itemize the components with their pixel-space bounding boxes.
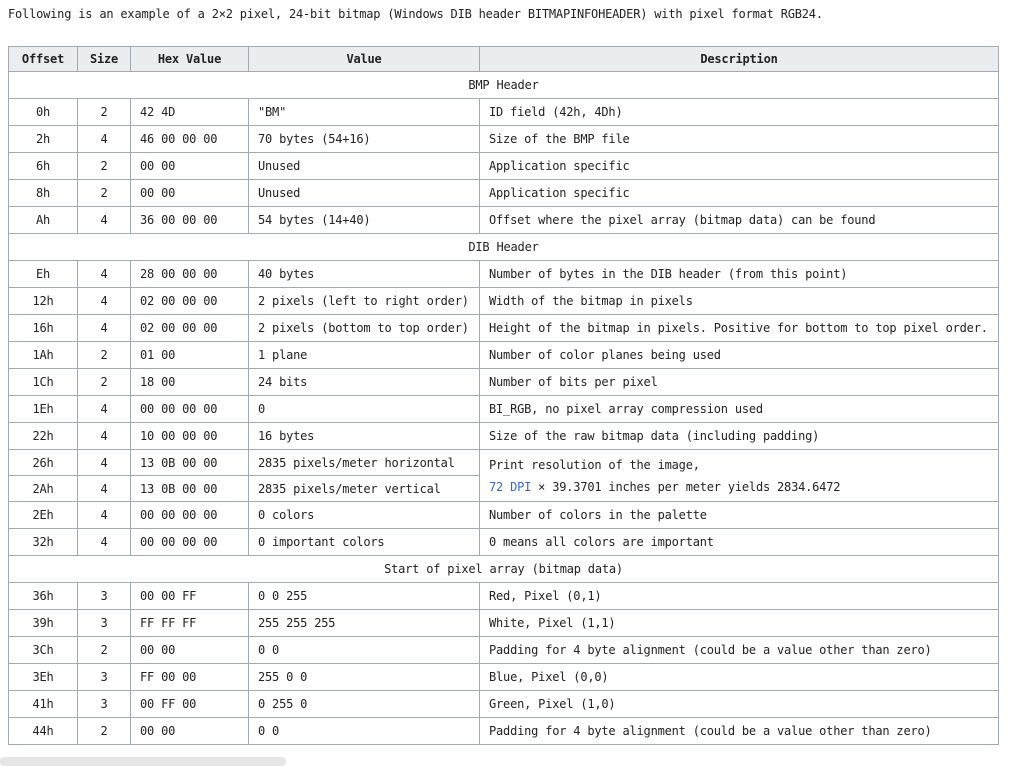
col-header-description[interactable]: Description xyxy=(480,47,999,72)
table-header-row xyxy=(9,47,999,72)
offset-cell: 3Eh xyxy=(9,664,78,691)
size-cell: 2 xyxy=(78,342,131,369)
size-cell: 4 xyxy=(78,502,131,529)
offset-cell: 39h xyxy=(9,610,78,637)
offset-cell: 2h xyxy=(9,126,78,153)
offset-cell: 2Eh xyxy=(9,502,78,529)
description-cell: Size of the BMP file xyxy=(480,126,999,153)
description-cell: Number of bytes in the DIB header (from this point) xyxy=(480,261,999,288)
bitmap-structure-table xyxy=(8,46,999,745)
size-cell: 4 xyxy=(78,261,131,288)
size-cell: 4 xyxy=(78,207,131,234)
offset-cell: 1Eh xyxy=(9,396,78,423)
hex-cell: 00 00 FF xyxy=(131,583,249,610)
description-cell: Height of the bitmap in pixels. Positive for bottom to top pixel order. xyxy=(480,315,999,342)
col-header-size[interactable]: Size xyxy=(78,47,131,72)
description-cell: Number of color planes being used xyxy=(480,342,999,369)
value-cell: "BM" xyxy=(249,99,480,126)
col-header-value[interactable]: Value xyxy=(249,47,480,72)
table-row xyxy=(9,502,999,529)
description-cell: Size of the raw bitmap data (including padding) xyxy=(480,423,999,450)
size-cell: 3 xyxy=(78,691,131,718)
hex-cell: FF 00 00 xyxy=(131,664,249,691)
hex-cell: 13 0B 00 00 xyxy=(131,450,249,476)
table-row xyxy=(9,126,999,153)
resolution-desc-rest: × 39.3701 inches per meter yields 2834.6472 xyxy=(531,479,841,494)
table-row xyxy=(9,529,999,556)
table-row xyxy=(9,450,999,476)
size-cell: 2 xyxy=(78,637,131,664)
hex-cell: 28 00 00 00 xyxy=(131,261,249,288)
size-cell: 2 xyxy=(78,153,131,180)
value-cell: 2 pixels (bottom to top order) xyxy=(249,315,480,342)
size-cell: 2 xyxy=(78,718,131,745)
offset-cell: 12h xyxy=(9,288,78,315)
table-row xyxy=(9,369,999,396)
value-cell: 0 255 0 xyxy=(249,691,480,718)
value-cell: 0 colors xyxy=(249,502,480,529)
table-row xyxy=(9,315,999,342)
description-cell-resolution xyxy=(480,450,999,502)
section-row-dib-header xyxy=(9,234,999,261)
section-label: DIB Header xyxy=(9,234,999,261)
description-cell: Green, Pixel (1,0) xyxy=(480,691,999,718)
hex-cell: 01 00 xyxy=(131,342,249,369)
value-cell: 1 plane xyxy=(249,342,480,369)
description-cell: Padding for 4 byte alignment (could be a value other than zero) xyxy=(480,637,999,664)
value-cell: 2835 pixels/meter vertical xyxy=(249,476,480,502)
table-row xyxy=(9,664,999,691)
hex-cell: 00 FF 00 xyxy=(131,691,249,718)
description-cell: Offset where the pixel array (bitmap data) can be found xyxy=(480,207,999,234)
description-cell: Number of bits per pixel xyxy=(480,369,999,396)
size-cell: 4 xyxy=(78,315,131,342)
hex-cell: 36 00 00 00 xyxy=(131,207,249,234)
description-cell: Width of the bitmap in pixels xyxy=(480,288,999,315)
value-cell: Unused xyxy=(249,153,480,180)
table-row xyxy=(9,637,999,664)
description-cell: Number of colors in the palette xyxy=(480,502,999,529)
offset-cell: 22h xyxy=(9,423,78,450)
section-row-pixel-array xyxy=(9,556,999,583)
value-cell: 24 bits xyxy=(249,369,480,396)
offset-cell: 36h xyxy=(9,583,78,610)
horizontal-scrollbar[interactable] xyxy=(0,757,286,766)
size-cell: 2 xyxy=(78,180,131,207)
intro-text: Following is an example of a 2×2 pixel, 24-bit bitmap (Windows DIB header BITMAPINFOHEADER) with pixel format RGB24. xyxy=(8,7,823,21)
hex-cell: 00 00 xyxy=(131,153,249,180)
offset-cell: 0h xyxy=(9,99,78,126)
dpi-link[interactable]: 72 DPI xyxy=(489,479,532,494)
description-cell: Application specific xyxy=(480,153,999,180)
value-cell: 0 0 xyxy=(249,718,480,745)
table-row xyxy=(9,261,999,288)
hex-cell: 42 4D xyxy=(131,99,249,126)
description-cell: ID field (42h, 4Dh) xyxy=(480,99,999,126)
table-row xyxy=(9,180,999,207)
resolution-desc-line1: Print resolution of the image, xyxy=(489,457,700,472)
hex-cell: 00 00 00 00 xyxy=(131,396,249,423)
table-row xyxy=(9,610,999,637)
value-cell: 70 bytes (54+16) xyxy=(249,126,480,153)
section-label: BMP Header xyxy=(9,72,999,99)
description-cell: Red, Pixel (0,1) xyxy=(480,583,999,610)
offset-cell: 2Ah xyxy=(9,476,78,502)
size-cell: 4 xyxy=(78,476,131,502)
description-cell: 0 means all colors are important xyxy=(480,529,999,556)
description-cell: Blue, Pixel (0,0) xyxy=(480,664,999,691)
value-cell: 2 pixels (left to right order) xyxy=(249,288,480,315)
hex-cell: 00 00 xyxy=(131,180,249,207)
value-cell: 0 important colors xyxy=(249,529,480,556)
hex-cell: 10 00 00 00 xyxy=(131,423,249,450)
offset-cell: 16h xyxy=(9,315,78,342)
description-cell: Application specific xyxy=(480,180,999,207)
size-cell: 4 xyxy=(78,288,131,315)
hex-cell: FF FF FF xyxy=(131,610,249,637)
table-row xyxy=(9,342,999,369)
offset-cell: 8h xyxy=(9,180,78,207)
offset-cell: 26h xyxy=(9,450,78,476)
section-label: Start of pixel array (bitmap data) xyxy=(9,556,999,583)
size-cell: 4 xyxy=(78,529,131,556)
offset-cell: 1Ch xyxy=(9,369,78,396)
table-row xyxy=(9,423,999,450)
table-row xyxy=(9,99,999,126)
offset-cell: 41h xyxy=(9,691,78,718)
offset-cell: 6h xyxy=(9,153,78,180)
value-cell: Unused xyxy=(249,180,480,207)
table-row xyxy=(9,583,999,610)
hex-cell: 00 00 00 00 xyxy=(131,502,249,529)
size-cell: 3 xyxy=(78,583,131,610)
size-cell: 3 xyxy=(78,664,131,691)
value-cell: 255 255 255 xyxy=(249,610,480,637)
offset-cell: Ah xyxy=(9,207,78,234)
size-cell: 4 xyxy=(78,396,131,423)
col-header-hex-value[interactable]: Hex Value xyxy=(131,47,249,72)
table-row xyxy=(9,153,999,180)
value-cell: 0 0 255 xyxy=(249,583,480,610)
table-row xyxy=(9,288,999,315)
size-cell: 2 xyxy=(78,369,131,396)
hex-cell: 00 00 00 00 xyxy=(131,529,249,556)
hex-cell: 18 00 xyxy=(131,369,249,396)
value-cell: 0 xyxy=(249,396,480,423)
value-cell: 0 0 xyxy=(249,637,480,664)
size-cell: 3 xyxy=(78,610,131,637)
table-row xyxy=(9,396,999,423)
hex-cell: 02 00 00 00 xyxy=(131,288,249,315)
value-cell: 40 bytes xyxy=(249,261,480,288)
table-row xyxy=(9,207,999,234)
section-row-bmp-header xyxy=(9,72,999,99)
hex-cell: 46 00 00 00 xyxy=(131,126,249,153)
value-cell: 16 bytes xyxy=(249,423,480,450)
table-row xyxy=(9,691,999,718)
size-cell: 4 xyxy=(78,126,131,153)
hex-cell: 00 00 xyxy=(131,718,249,745)
offset-cell: 3Ch xyxy=(9,637,78,664)
resolution-desc-line2 xyxy=(489,476,998,498)
value-cell: 2835 pixels/meter horizontal xyxy=(249,450,480,476)
col-header-offset[interactable]: Offset xyxy=(9,47,78,72)
hex-cell: 00 00 xyxy=(131,637,249,664)
description-cell: BI_RGB, no pixel array compression used xyxy=(480,396,999,423)
value-cell: 54 bytes (14+40) xyxy=(249,207,480,234)
table-row xyxy=(9,718,999,745)
offset-cell: Eh xyxy=(9,261,78,288)
description-cell: Padding for 4 byte alignment (could be a value other than zero) xyxy=(480,718,999,745)
value-cell: 255 0 0 xyxy=(249,664,480,691)
description-cell: White, Pixel (1,1) xyxy=(480,610,999,637)
hex-cell: 02 00 00 00 xyxy=(131,315,249,342)
size-cell: 2 xyxy=(78,99,131,126)
size-cell: 4 xyxy=(78,450,131,476)
hex-cell: 13 0B 00 00 xyxy=(131,476,249,502)
size-cell: 4 xyxy=(78,423,131,450)
offset-cell: 44h xyxy=(9,718,78,745)
offset-cell: 32h xyxy=(9,529,78,556)
offset-cell: 1Ah xyxy=(9,342,78,369)
